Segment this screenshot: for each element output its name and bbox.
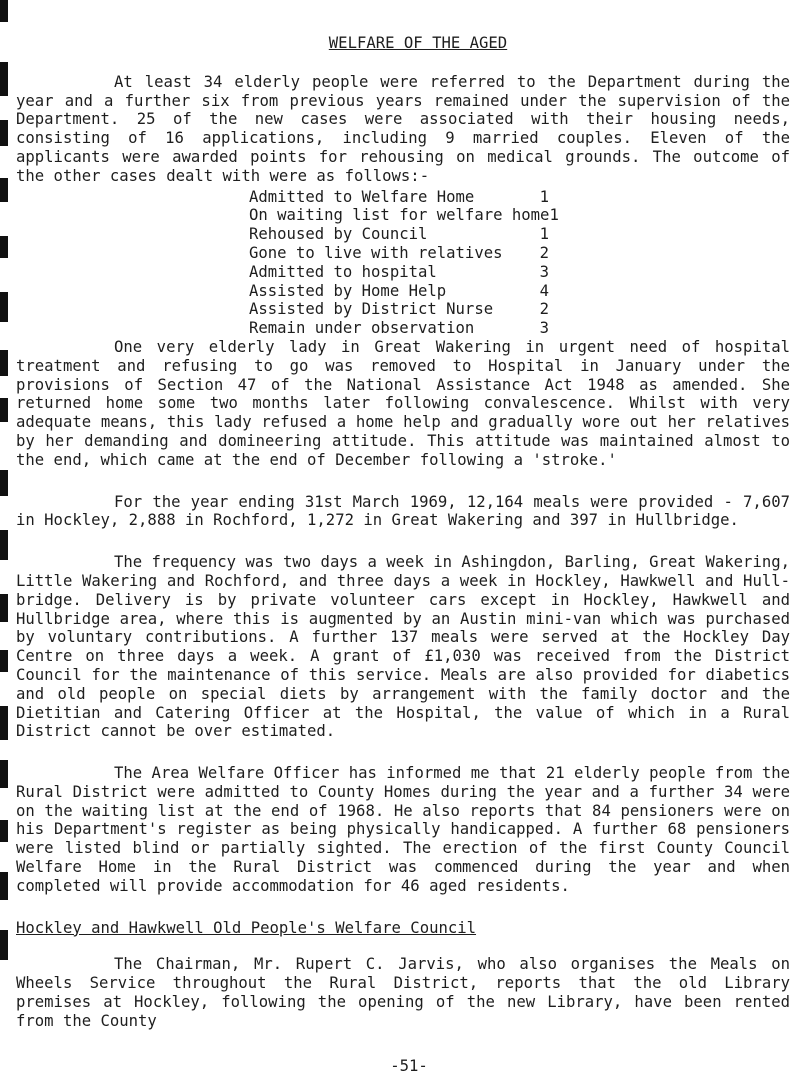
outcome-count: 3 xyxy=(539,262,549,281)
paragraph-area-welfare: The Area Welfare Officer has informed me that 21 elderly people from the Rural District were admitted to County Homes during the year and a further 34 were on the waiting list at the end of 1968. He also reports that 84 pensioners were on his Department's register as being physically handicapped. A further 68 pensioners were listed blind or partially sighted. The erection of the first County Council Welfare Home in the Rural District was commenced during the year and when completed will provide accommodation for 46 aged residents. xyxy=(16,764,790,895)
document-page xyxy=(16,34,790,1075)
scan-edge-mark xyxy=(0,872,8,900)
paragraph-chairman: The Chairman, Mr. Rupert C. Jarvis, who also organises the Meals on Wheels Service throughout the Rural District, reports that the old Library premises at Hockley, following the opening of the new Library, have been rented from the County xyxy=(16,955,790,1030)
scan-edge-mark xyxy=(0,470,8,496)
scan-edge-mark xyxy=(0,820,8,842)
outcome-count: 1 xyxy=(539,225,549,244)
scan-edge-mark xyxy=(0,530,8,560)
paragraph-meals-frequency: The frequency was two days a week in Ashingdon, Barling, Great Wakering, Little Wakering and Rochford, and three days a week in Hockley, Hawkwell and Hull-bridge. Delivery is by private volunteer cars except in Hockley, Hawkwell and Hullbridge area, where this is augmented by an Austin mini-van which was purchased by voluntary contributions. A further 137 meals were served at the Hockley Day Centre on three days a week. A grant of £1,030 was received from the District Council for the maintenance of this service. Meals are also provided for diabetics and old people on special diets by arrangement with the family doctor and the Dietitian and Catering Officer at the Hospital, the value of which in a Rural District cannot be over estimated. xyxy=(16,553,790,741)
outcome-item xyxy=(249,225,549,244)
outcome-item xyxy=(249,319,549,338)
outcome-label: Assisted by District Nurse xyxy=(249,300,494,319)
outcome-item xyxy=(249,206,559,225)
outcome-label: Gone to live with relatives xyxy=(249,243,503,262)
outcome-label: Assisted by Home Help xyxy=(249,281,447,300)
outcome-label: Remain under observation xyxy=(249,319,475,338)
outcomes-list xyxy=(249,187,559,338)
scan-edge-mark xyxy=(0,0,8,22)
outcome-count: 4 xyxy=(539,281,549,300)
scan-edge-mark xyxy=(0,706,8,740)
scan-edge-mark xyxy=(0,236,8,258)
page-title: WELFARE OF THE AGED xyxy=(328,34,508,52)
scan-edge-mark xyxy=(0,398,8,422)
scan-edge-mark xyxy=(0,62,8,96)
scan-edge-mark xyxy=(0,350,8,376)
paragraph-meals-total: For the year ending 31st March 1969, 12,164 meals were provided - 7,607 in Hockley, 2,888 in Rochford, 1,272 in Great Wakering and 397 in Hullbridge. xyxy=(16,492,790,530)
intro-paragraph: At least 34 elderly people were referred to the Department during the year and a further six from previous years remained under the supervision of the Department. 25 of the new cases were associated with their housing needs, consisting of 16 applications, including 9 married couples. Eleven of the applicants were awarded points for rehousing on medical grounds. The outcome of the other cases dealt with were as follows:- xyxy=(16,72,790,185)
scan-edge-mark xyxy=(0,760,8,788)
outcome-label: Rehoused by Council xyxy=(249,225,428,244)
outcome-count: 3 xyxy=(539,319,549,338)
scan-edge-mark xyxy=(0,120,8,146)
scan-edge-mark xyxy=(0,178,8,202)
scan-edge-mark xyxy=(0,594,8,622)
outcome-item xyxy=(249,244,549,263)
outcome-count: 1 xyxy=(539,187,549,206)
paragraph-hospital-case: One very elderly lady in Great Wakering in urgent need of hospital treatment and refusing to go was removed to Hospital in January under the provisions of Section 47 of the National Assistance Act 1948 as amended. She returned home some two months later following convalescence. Whilst with very adequate means, this lady refused a home help and gradually wore out her relatives by her demanding and domineering attitude. This attitude was maintained almost to the end, which came at the end of December following a 'stroke.' xyxy=(16,337,790,469)
outcome-label: Admitted to Welfare Home xyxy=(249,187,475,206)
scan-edge-mark xyxy=(0,930,8,960)
outcome-label: On waiting list for welfare home xyxy=(249,206,550,225)
outcome-item xyxy=(249,300,549,319)
outcome-count: 2 xyxy=(539,243,549,262)
outcome-label: Admitted to hospital xyxy=(249,262,437,281)
outcome-item xyxy=(249,188,549,207)
outcome-item xyxy=(249,263,549,282)
outcome-count: 2 xyxy=(539,300,549,319)
scan-edge-mark xyxy=(0,292,8,322)
page-number: -51- xyxy=(390,1056,428,1075)
outcome-item xyxy=(249,282,549,301)
outcome-count: 1 xyxy=(549,206,559,225)
section-subheading: Hockley and Hawkwell Old People's Welfare Council xyxy=(16,918,477,937)
scan-edge-mark xyxy=(0,650,8,672)
